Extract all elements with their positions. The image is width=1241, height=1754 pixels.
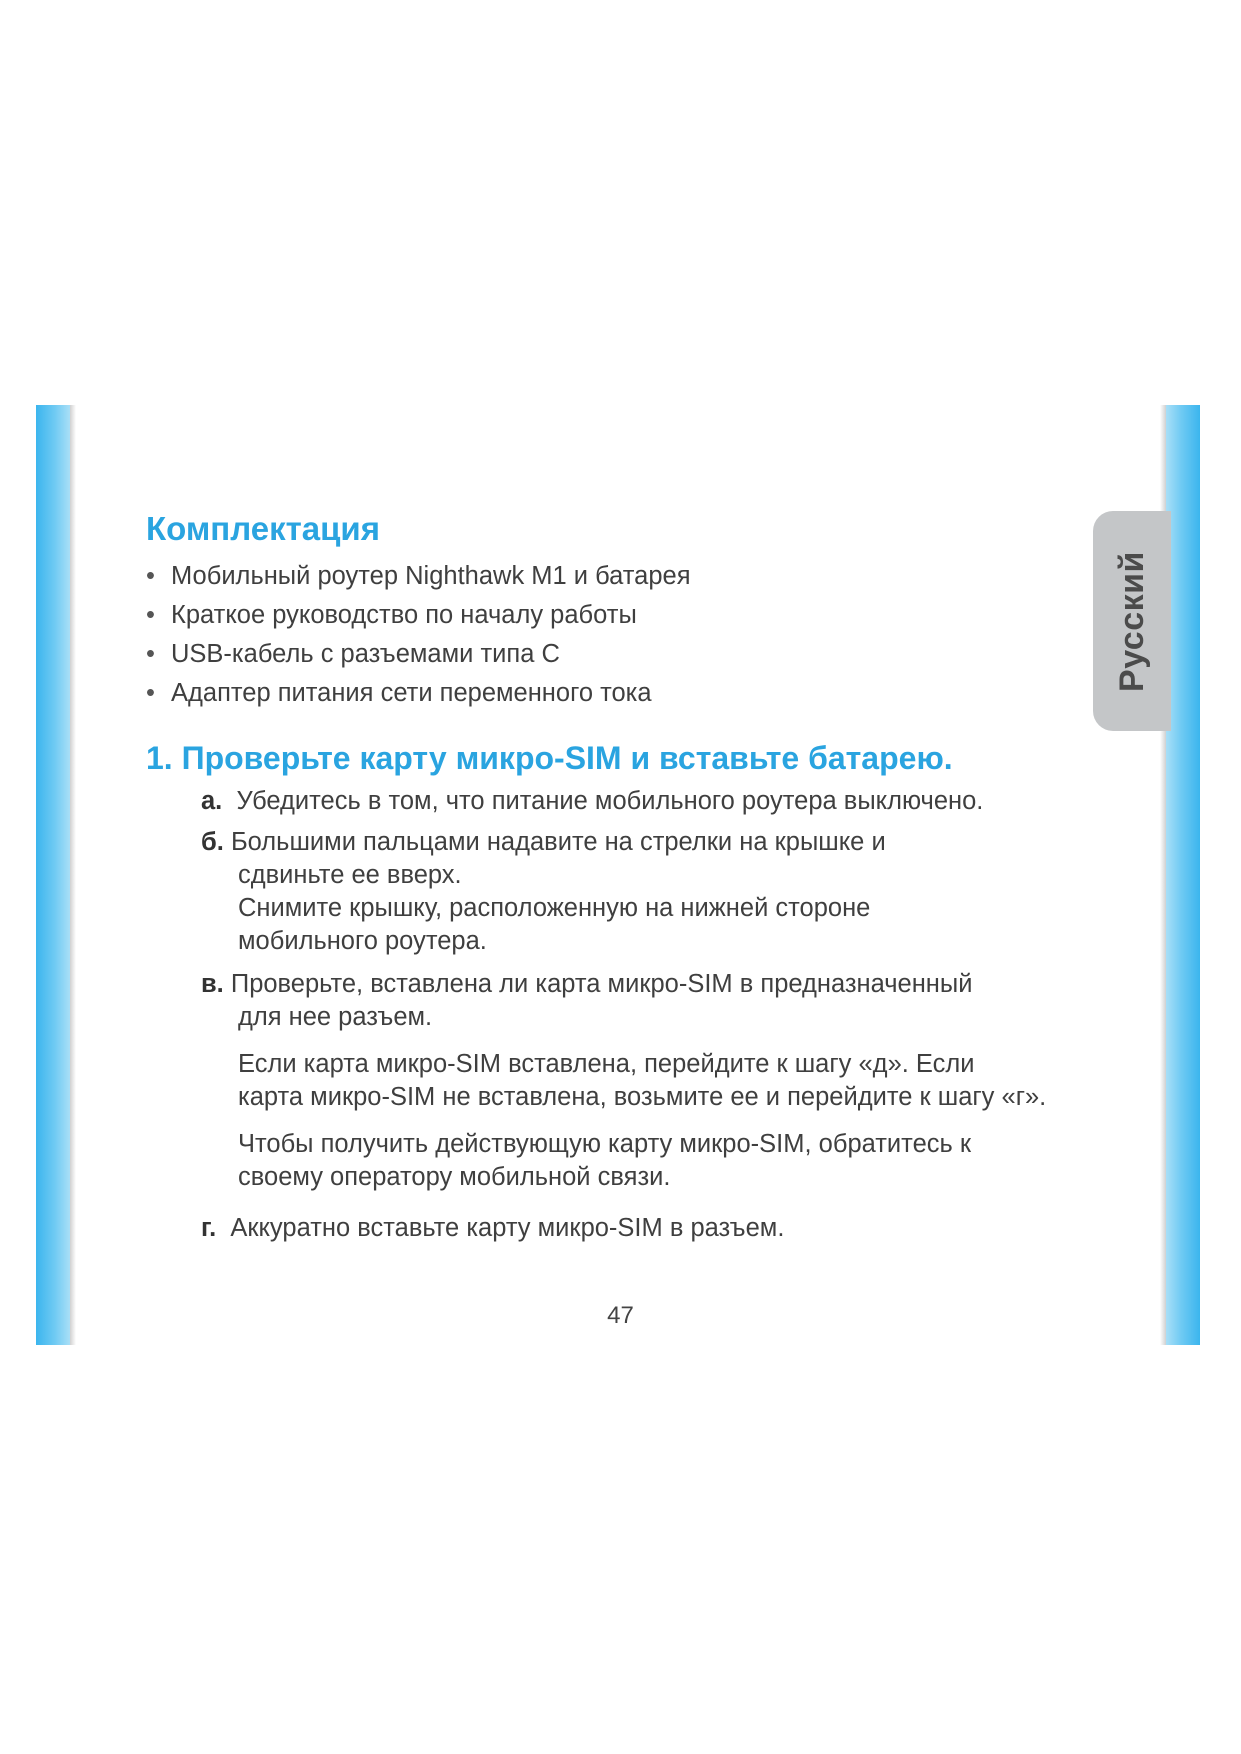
kit-item: • Мобильный роутер Nighthawk M1 и батарея bbox=[146, 557, 1086, 596]
kit-item: • Краткое руководство по началу работы bbox=[146, 596, 1086, 635]
substep-text: Убедитесь в том, что питание мобильного роутера выключено. bbox=[236, 787, 984, 815]
bullet-icon: • bbox=[146, 640, 155, 668]
substep-letter: а. bbox=[201, 787, 223, 815]
substep-text: Чтобы получить действующую карту микро-SIM, обратитесь к bbox=[238, 1130, 972, 1158]
substep-text: Аккуратно вставьте карту микро-SIM в разъем. bbox=[230, 1214, 785, 1242]
substep-a bbox=[201, 785, 1086, 818]
substep-text: Большими пальцами надавите на стрелки на крышке и bbox=[230, 828, 886, 856]
kit-item: • Адаптер питания сети переменного тока bbox=[146, 674, 1086, 713]
substep-text: карта микро-SIM не вставлена, возьмите ее и перейдите к шагу «г». bbox=[238, 1083, 1047, 1111]
left-blue-band bbox=[36, 405, 70, 1345]
substep-letter: б. bbox=[201, 828, 224, 856]
step1-title: 1. Проверьте карту микро-SIM и вставьте батарею. bbox=[146, 740, 953, 776]
substep-text: Если карта микро-SIM вставлена, перейдите к шагу «д». Если bbox=[238, 1050, 975, 1078]
substep-letter: г. bbox=[201, 1214, 217, 1242]
language-tab-label-wrap bbox=[1093, 511, 1171, 731]
substep-text: сдвиньте ее вверх. bbox=[238, 861, 462, 889]
bullet-icon: • bbox=[146, 601, 155, 629]
page-content bbox=[146, 505, 1086, 1245]
substep-text: Снимите крышку, расположенную на нижней стороне bbox=[238, 894, 871, 922]
substep-g bbox=[201, 1212, 1086, 1245]
bullet-icon: • bbox=[146, 679, 155, 707]
substep-b bbox=[201, 826, 1086, 958]
step1-substeps bbox=[201, 785, 1086, 1245]
substep-text: Проверьте, вставлена ли карта микро-SIM в предназначенный bbox=[230, 970, 973, 998]
substep-letter: в. bbox=[201, 970, 224, 998]
language-tab-label: Русский bbox=[1112, 550, 1151, 692]
kit-list bbox=[146, 557, 1086, 713]
substep-text: мобильного роутера. bbox=[238, 927, 487, 955]
page-number: 47 bbox=[607, 1302, 634, 1329]
kit-item: • USB-кабель с разъемами типа C bbox=[146, 635, 1086, 674]
substep-text: для нее разъем. bbox=[238, 1003, 433, 1031]
substep-text: своему оператору мобильной связи. bbox=[238, 1163, 671, 1191]
right-blue-band bbox=[1166, 405, 1200, 1345]
left-band-shadow bbox=[70, 405, 76, 1345]
kit-title: Комплектация bbox=[146, 510, 380, 547]
bullet-icon: • bbox=[146, 562, 155, 590]
substep-v bbox=[201, 968, 1086, 1194]
